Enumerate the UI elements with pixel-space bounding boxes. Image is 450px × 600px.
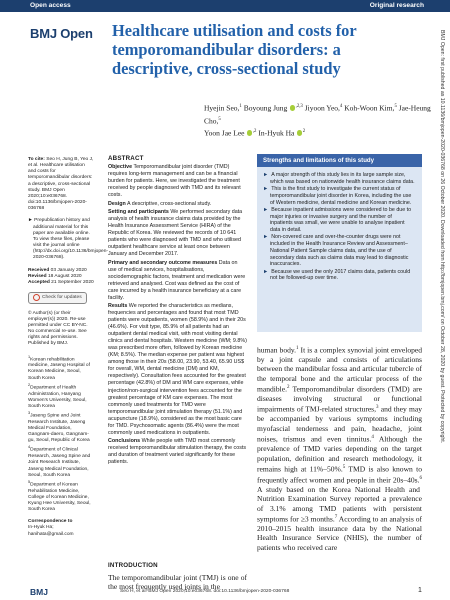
author-affil-sup: ,2,3 [295, 104, 303, 109]
reference-sup[interactable]: 6 [419, 475, 422, 481]
author-name[interactable]: Boyoung Jung [243, 103, 288, 113]
open-access-label: Open access [30, 2, 71, 9]
affil-text: Department of Health Administration, Hanyang Women's University, Seoul, South Korea [28, 385, 87, 409]
to-cite-label: To cite: [28, 157, 45, 162]
abstract-label: Primary and secondary outcome measures [108, 259, 218, 266]
to-cite-text: Seo H, Jung B, Yeo J, et al. Healthcare utilisation and costs for temporomandibular disorders: a descriptive, cross-sectional study. BMJ Open 2020;10:e036768. doi:10.1136/bmjopen-2020-036768 [28, 157, 94, 212]
author-affil-sup: 2 [302, 129, 306, 134]
date-value: 03 January 2020 [50, 267, 87, 273]
abstract [108, 155, 247, 555]
copyright-notice: © Author(s) (or their employer(s)) 2020. Re-use permitted under CC BY-NC. No commercial re-use. See rights and permissions. Published by BMJ. [28, 310, 88, 347]
affil-number: 4 [28, 445, 31, 450]
correspondence-label: Correspondence to [28, 519, 73, 525]
body-segment: human body. [257, 345, 297, 355]
bmj-footer-logo[interactable]: BMJ [30, 587, 48, 597]
strengths-heading: Strengths and limitations of this study [257, 154, 422, 167]
orcid-icon[interactable] [297, 129, 306, 136]
page-number: 1 [418, 587, 422, 594]
affil-text: Department of Korean Rehabilitation Medicine, College of Korean Medicine, Kyung Hee University, Seoul, South Korea [28, 482, 91, 513]
abstract-text: We reported the characteristics as medians, frequencies and percentages and found that most TMD patients were outpatients, women (58.9%) and in their 20s (46.6%). For visit type, 85.9% of all patients had an outpatient dental medical visit, with most visiting dental clinics and dental hospitals. Western medicine (WM; 9.8%) was prescribed more often, followed by Korean medicine (KM; 8.5%). The median expense per patient was highest among those in their 20s (58.00, 23.90, 53.40, 65.90 US$ for overall, WM, dental medicine (DM) and KM, respectively). Consultation fees accounted for the greatest percentage (42.8%) of DM and WM care expenses, while injection/non-surgical intervention fees accounted for the greatest percentage of KM care expenses. The most commonly used treatments for TMD were temporomandibular joint stimulation therapy (51.1%) and acupuncture (18.9%), considered as the most basic care for TMD. Psychosomatic agents (86.4%) were the most commonly used medications in outpatients. [108, 303, 247, 436]
orcid-icon[interactable] [290, 105, 296, 111]
affil-number: 5 [28, 479, 31, 484]
body-segment: It is a complex synovial joint enveloped by a joint capsule and consists of articulations between the mandibular fossa and articular tubercle of the temporal bone and the articular process of the mandible. [257, 345, 422, 394]
body-segment: and they may be accompanied by various symptoms including myofascial tenderness and pain, headache, joint noises, trismus and even tinnitus. [257, 404, 422, 444]
article-sidebar [28, 157, 109, 557]
check-updates-icon [33, 294, 40, 301]
author-affil-sup: 5 [394, 104, 397, 109]
author-affil-sup: ,2 [252, 129, 257, 134]
author-name[interactable]: In-Hyuk Ha [258, 128, 295, 138]
affil-number: 3 [28, 411, 31, 416]
body-segment: Although the prevalence of TMD varies depending on the target population, definition and research methodology, it remains high at 11%–50%. [257, 434, 422, 474]
author-name[interactable]: Yoon Jae Lee [204, 128, 245, 138]
abstract-text: We performed secondary data analysis of health insurance claims data provided by the Health Insurance Assessment Service (HIRA) of the Republic of Korea. We reviewed the records of 10 641 patients who were diagnosed with TMD and who utilised outpatient healthcare service at least once between January and December 2017. [108, 209, 243, 258]
abstract-label: Objective [108, 164, 133, 171]
date-label: Accepted [28, 279, 50, 285]
strength-item: ► Non-covered care and over-the-counter drugs were not included in the Health Insurance Review and Assessment–National Patient Sample claims data, and the use of secondary data such as claims data may lead to diagnostic inaccuracies. [263, 234, 416, 268]
abstract-label: Design [108, 200, 126, 207]
introduction-text: The temporomandibular joint (TMJ) is one of the most frequently used joints in the [108, 573, 247, 592]
date-value: 21 September 2020 [51, 279, 94, 285]
abstract-label: Results [108, 303, 128, 310]
top-banner [0, 0, 450, 12]
abstract-text: Temporomandibular joint disorder (TMD) requires long-term management and can be a financial burden for patients. Here, we investigated the treatment received by people diagnosed with TMD and its relevant costs. [108, 164, 241, 199]
strengths-list [257, 167, 422, 282]
introduction-heading: INTRODUCTION [108, 562, 158, 569]
correspondence-email[interactable]: hanihata@gmail.com [28, 531, 74, 537]
reference-sup[interactable]: 3 [376, 405, 379, 411]
abstract-label: Setting and participants [108, 209, 169, 216]
strengths-limitations-box [257, 154, 422, 332]
reference-sup[interactable]: 4 [371, 435, 374, 441]
reference-sup[interactable]: 7 [334, 515, 338, 520]
body-text [257, 344, 422, 588]
correspondence-name: In-Hyuk Ha; [28, 525, 54, 531]
strength-item: ► A major strength of this study lies in its large sample size, which was based on nationwide health insurance claims data. [263, 172, 416, 186]
check-for-updates-label: Check for updates [42, 294, 82, 300]
author-affil-sup: 5 [218, 116, 221, 122]
prepublication-note[interactable]: ► Prepublication history and additional material for this paper are available online. To view these files, please visit the journal online (http://dx.doi.org/10.1136/bmjopen-2020-036768). [28, 218, 94, 261]
affil-text: Jaseng Spine and Joint Research Institute, Jaseng Medical Foundation, Gangnam-daero, Gangnam-gu, Seoul, Republic of Korea [28, 413, 90, 444]
reference-sup[interactable]: 2 [286, 385, 290, 391]
affil-number: 1 [28, 354, 31, 359]
abstract-label: Conclusions [108, 438, 141, 445]
strength-item: ► Because inpatient admissions were considered to be due to major injuries or invasive surgery and the number of inpatients was small, we were unable to analyse inpatient data in detail. [263, 207, 416, 234]
affil-text: Korean rehabilitation medicine, Jaseng Hospital of Korean Medicine, Seoul, South Korea [28, 357, 90, 381]
date-label: Revised [28, 273, 47, 279]
reference-sup[interactable]: 5 [342, 464, 346, 470]
abstract-section [108, 438, 247, 466]
article-type-label: Original research [369, 2, 424, 9]
body-segment: According to an analysis of 2010–2015 health insurance data by the National Health Insurance Service (NHIS), the number of patients who received care [257, 514, 422, 552]
abstract-text: A descriptive, cross-sectional study. [125, 200, 212, 207]
body-segment: TMD is also known to frequently affect women and people in their 20s–40s. [257, 464, 422, 485]
check-for-updates-button[interactable] [28, 292, 87, 304]
abstract-text: While people with TMD most commonly received temporomandibular stimulation therapy, the costs and duration of treatment varied significantly for these patients. [108, 438, 247, 466]
author-name[interactable]: Jiyoon Yeo, [304, 103, 340, 113]
author-affil-sup: 4 [339, 104, 343, 109]
affiliations [28, 354, 94, 514]
abstract-section [108, 209, 247, 258]
date-value: 18 August 2020 [47, 273, 82, 279]
abstract-section [108, 201, 247, 208]
strength-item: ► This is the first study to investigate the current status of temporomandibular joint disorder in Korea, including the use of Western medicine, dental medicine and Korean medicine. [263, 186, 416, 206]
date-label: Received [28, 267, 50, 273]
author-name[interactable]: Koh-Woon Kim, [344, 103, 395, 113]
body-segment: A study based on the Korea National Health and Nutrition Examination Survey reported a prevalence of 3.1% among TMD patients with persistent symptoms for ≥3 months. [257, 484, 422, 524]
correspondence [28, 519, 94, 537]
article-dates [28, 268, 94, 286]
author-name[interactable]: Jae-Heung Cho, [204, 103, 431, 125]
author-name[interactable]: Hyejin Seo, [204, 103, 240, 113]
body-segment: Temporomandibular disorders (TMD) are diseases involving structural or functional impairments of TMJ-related structures, [257, 384, 422, 414]
abstract-section [108, 260, 247, 302]
abstract-heading: ABSTRACT [108, 155, 144, 162]
footer-citation: Seo H, et al. BMJ Open 2020;10:e036768. doi:10.1136/bmjopen-2020-036768 [120, 589, 290, 594]
affil-text: Department of Clinical Research, Jaseng Spine and Joint Research Institute, Jaseng Medical Foundation, Seoul, South Korea [28, 448, 91, 478]
article-title: Healthcare utilisation and costs for temporomandibular disorders: a descriptive, cross-sectional study [112, 21, 357, 79]
strength-item: ► Because we used the only 2017 claims data, patients could not be followed-up over time. [263, 269, 416, 283]
journal-logo[interactable]: BMJ Open [30, 26, 93, 41]
abstract-section [108, 164, 247, 199]
author-affil-sup: 1 [239, 104, 242, 109]
affil-number: 2 [28, 382, 31, 387]
download-watermark-strip: BMJ Open: first published as 10.1136/bmjopen-2020-036768 on 26 October 2020. Downloaded from http://bmjopen.bmj.com/ on October 28, 2020 by guest. Protected by copyright. [439, 30, 445, 444]
abstract-section [108, 303, 247, 436]
orcid-icon[interactable] [247, 130, 253, 136]
abstract-text: Data on use of medical services, hospitalisations, sociodemographic factors, treatment and medication were retrieved and analysed. Cost was defined as the cost of care incurred by a health insurance beneficiary at a care facility. [108, 259, 246, 301]
reference-sup[interactable]: 1 [296, 346, 299, 351]
to-cite-block [28, 157, 94, 212]
author-list [204, 101, 432, 139]
